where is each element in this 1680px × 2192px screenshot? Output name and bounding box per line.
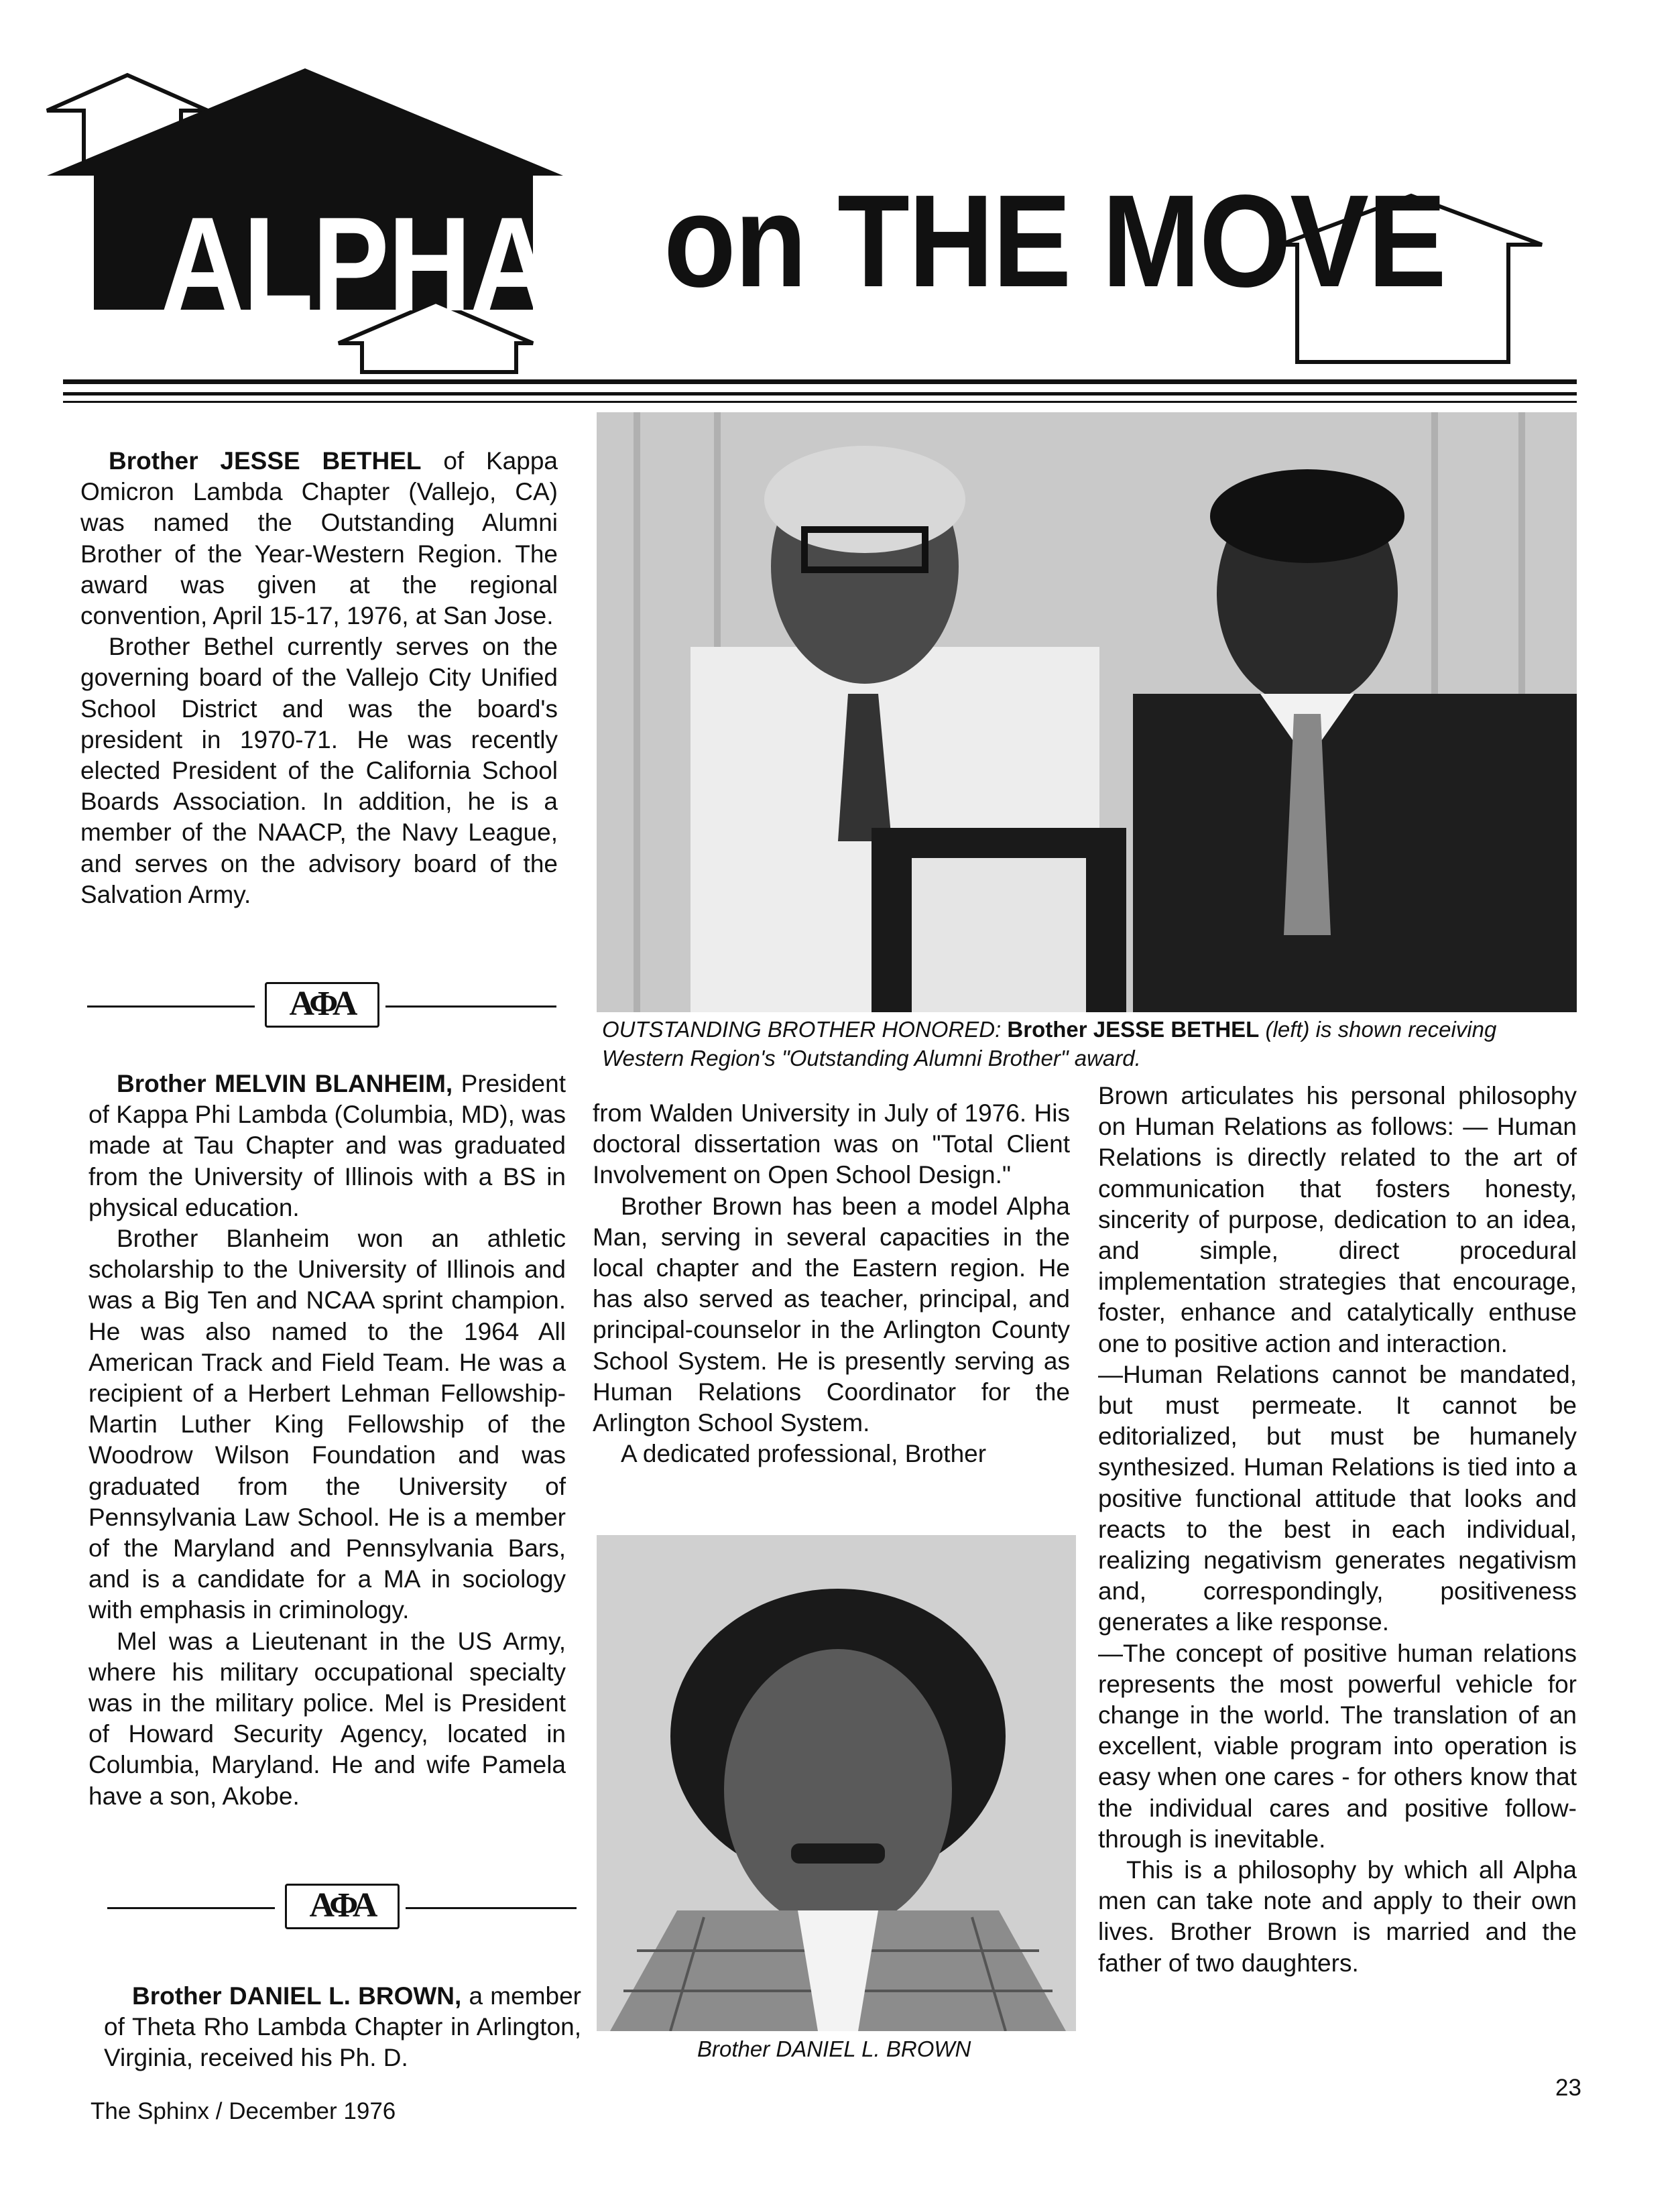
top-rule-thin xyxy=(63,392,1577,395)
photo-daniel-brown xyxy=(597,1535,1076,2031)
paragraph: —The concept of positive human relations represents the most powerful vehicle for change in the world. The translation of an excellent, viable program into operation is easy when one cares - for others know that the individual cares and positive follow-through is inevitable. xyxy=(1098,1639,1577,1853)
top-rule-hair xyxy=(63,401,1577,403)
paragraph: Brother Bethel currently serves on the governing board of the Vallejo City Unified School District and was the board's president in 1970-71. He was recently elected President of the California School Boards Association. In addition, he is a member of the NAACP, the Navy League, and serves on the advisory board of the Salvation Army. xyxy=(80,633,558,908)
article-brown-intro xyxy=(104,1981,581,2074)
masthead xyxy=(0,0,1680,402)
article-blanheim xyxy=(88,1069,566,1812)
crest-logo-icon: ΑΦΑ xyxy=(265,982,379,1028)
fraternity-divider xyxy=(87,982,556,1029)
photo2-caption: Brother DANIEL L. BROWN xyxy=(697,2036,971,2061)
fraternity-divider xyxy=(107,1884,577,1931)
paragraph: Brown articulates his personal philosophy on Human Relations as follows: — Human Relations is directly related to the art of communication that fosters honesty, sincerity of purpose, dedication to an idea, and simple, direct procedural implementation strategies that encourage, foster, enhance and catalytically enthuse one to positive action and interaction. xyxy=(1098,1082,1577,1357)
lead-name: Brother JESSE BETHEL xyxy=(109,447,422,475)
paragraph: This is a philosophy by which all Alpha men can take note and apply to their own lives. Brother Brown is married and the father of two daughters. xyxy=(1098,1856,1577,1977)
article-brown-col3 xyxy=(1098,1081,1577,1979)
paragraph: A dedicated professional, Brother xyxy=(621,1440,987,1468)
paragraph: Mel was a Lieutenant in the US Army, where his military occupational specialty was in the military police. Mel is President of Howard Security Agency, located in Columbia, Maryland. He and wife Pamela have a son, Akobe. xyxy=(88,1627,566,1810)
top-rule-thick xyxy=(63,379,1577,384)
masthead-word-alphas: ALPHAS xyxy=(161,190,628,339)
caption-label: OUTSTANDING BROTHER HONORED: xyxy=(602,1017,1002,1042)
paragraph: of Kappa Omicron Lambda Chapter (Vallejo, CA) was named the Outstanding Alumni Brother of the Year-Western Region. The award was given at the regional convention, April 15-17, 1976, at San Jose. xyxy=(80,447,558,630)
article-bethel xyxy=(80,446,558,910)
photo-bethel-award xyxy=(597,412,1577,1012)
caption-name: Brother JESSE BETHEL xyxy=(1007,1017,1260,1042)
article-brown-col2 xyxy=(593,1098,1070,1469)
paragraph: from Walden University in July of 1976. His doctoral dissertation was on "Total Client Involvement on Open School Design." xyxy=(593,1099,1070,1189)
publication-footer: The Sphinx / December 1976 xyxy=(91,2098,396,2124)
paragraph: a member of Theta Rho Lambda Chapter in Arlington, Virginia, received his Ph. D. xyxy=(104,1982,581,2072)
crest-logo-icon: ΑΦΑ xyxy=(285,1884,400,1929)
caption-rest: (left) is shown receiving Western Region's "Outstanding Alumni Brother" award. xyxy=(602,1017,1497,1071)
paragraph: —Human Relations cannot be mandated, but must permeate. It cannot be editorialized, but must be humanely synthesized. Human Relations is tied into a positive functional attitude that looks and reacts to the best in each individual, realizing negativism generates negativism and, correspondingly, positiveness generates a like response. xyxy=(1098,1360,1577,1636)
page-number: 23 xyxy=(1555,2075,1581,2101)
paragraph: President of Kappa Phi Lambda (Columbia, MD), was made at Tau Chapter and was graduated from the University of Illinois with a BS in physical education. xyxy=(88,1070,566,1221)
paragraph: Brother Blanheim won an athletic scholarship to the University of Illinois and was a Big Ten and NCAA sprint champion. He was also named to the 1964 All American Track and Field Team. He was a recipient of a Herbert Lehman Fellowship-Martin Luther King Fellowship of the Woodrow Wilson Foundation and was graduated from the University of Pennsylvania Law School. He is a member of the Maryland and Pennsylvania Bars, and is a candidate for a MA in sociology with emphasis in criminology. xyxy=(88,1225,566,1624)
photo1-caption xyxy=(602,1015,1581,1073)
masthead-word-on-the-move: on THE MOVE xyxy=(664,168,1445,314)
paragraph: Brother Brown has been a model Alpha Man, serving in several capacities in the local chapter and the Eastern region. He has also served as teacher, principal, and principal-counselor in the Arlington County School System. He is presently serving as Human Relations Coordinator for the Arlington School System. xyxy=(593,1192,1070,1437)
lead-name: Brother DANIEL L. BROWN, xyxy=(132,1982,462,2010)
lead-name: Brother MELVIN BLANHEIM, xyxy=(117,1070,453,1097)
